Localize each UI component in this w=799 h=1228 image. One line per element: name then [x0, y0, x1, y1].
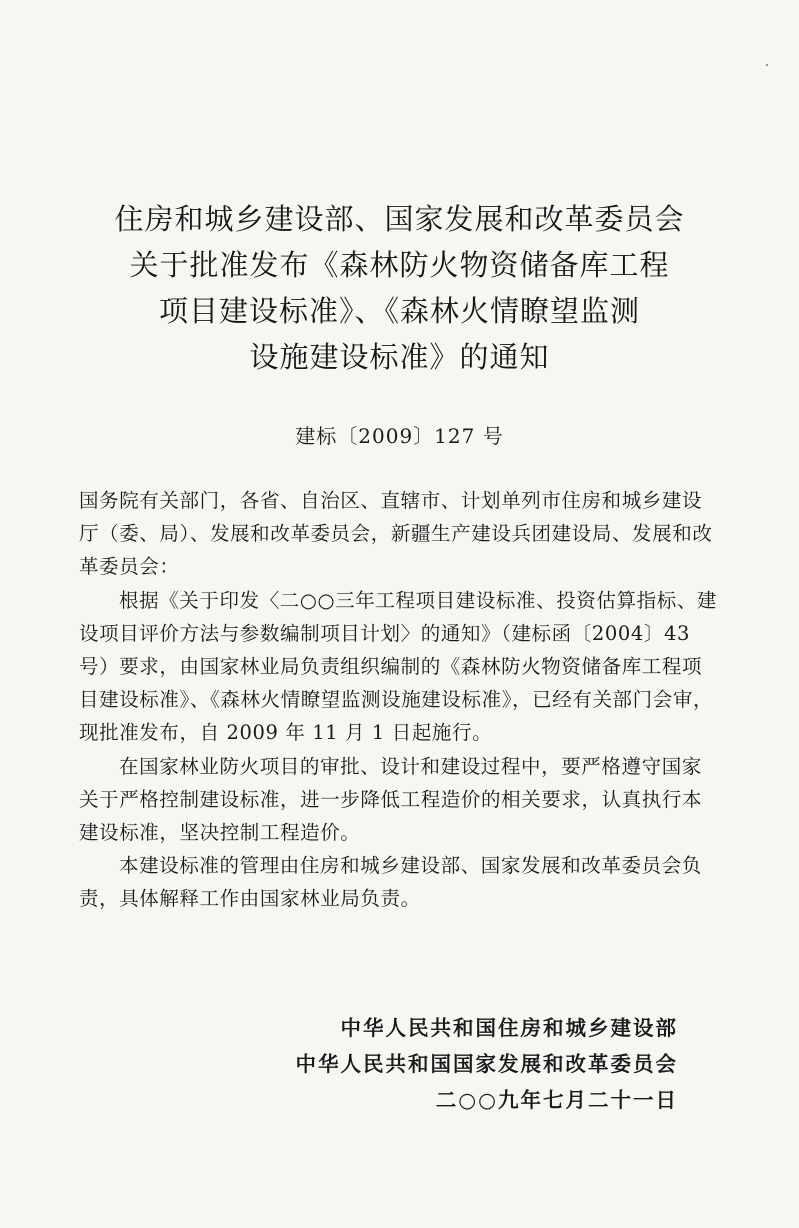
notice-title — [0, 196, 799, 380]
issuer-ministry-housing: 中华人民共和国住房和城乡建设部 — [340, 1016, 678, 1040]
body-paragraph-3: 本建设标准的管理由住房和城乡建设部、国家发展和改革委员会负责，具体解释工作由国家林业局负责。 — [79, 854, 702, 911]
title-line-2: 关于批准发布《森林防火物资储备库工程 — [129, 248, 670, 282]
title-line-4: 设施建设标准》的通知 — [249, 340, 550, 374]
body-paragraph-2: 在国家林业防火项目的审批、设计和建设过程中，要严格遵守国家关于严格控制建设标准，进一步降低工程造价的相关要求，认真执行本建设标准，坚决控制工程造价。 — [79, 754, 703, 845]
issue-date: 二○○九年七月二十一日 — [435, 1088, 678, 1112]
document-number: 建标〔2009〕127 号 — [295, 424, 504, 448]
issuer-ndrc: 中华人民共和国国家发展和改革委员会 — [295, 1052, 678, 1076]
scan-speck — [766, 64, 768, 66]
body-paragraph-1: 根据《关于印发〈二○○三年工程项目建设标准、投资估算指标、建设项目评价方法与参数编制项目计划〉的通知》（建标函〔2004〕43 号）要求，由国家林业局负责组织编制的《森林防火物资储备库工程项目建设标准》、《森林火情瞭望监测设施建设标准》，已经有关部门会审，现批准发布，自 2009 年 11 月 1 日起施行。 — [79, 588, 718, 745]
recipients-paragraph: 国务院有关部门，各省、自治区、直辖市、计划单列市住房和城乡建设厅（委、局）、发展和改革委员会，新疆生产建设兵团建设局、发展和改革委员会： — [79, 489, 713, 579]
notice-body — [79, 484, 719, 916]
title-line-1: 住房和城乡建设部、国家发展和改革委员会 — [114, 202, 685, 236]
title-line-3: 项目建设标准》、《森林火情瞭望监测 — [158, 294, 640, 328]
signature-block — [296, 1010, 679, 1118]
